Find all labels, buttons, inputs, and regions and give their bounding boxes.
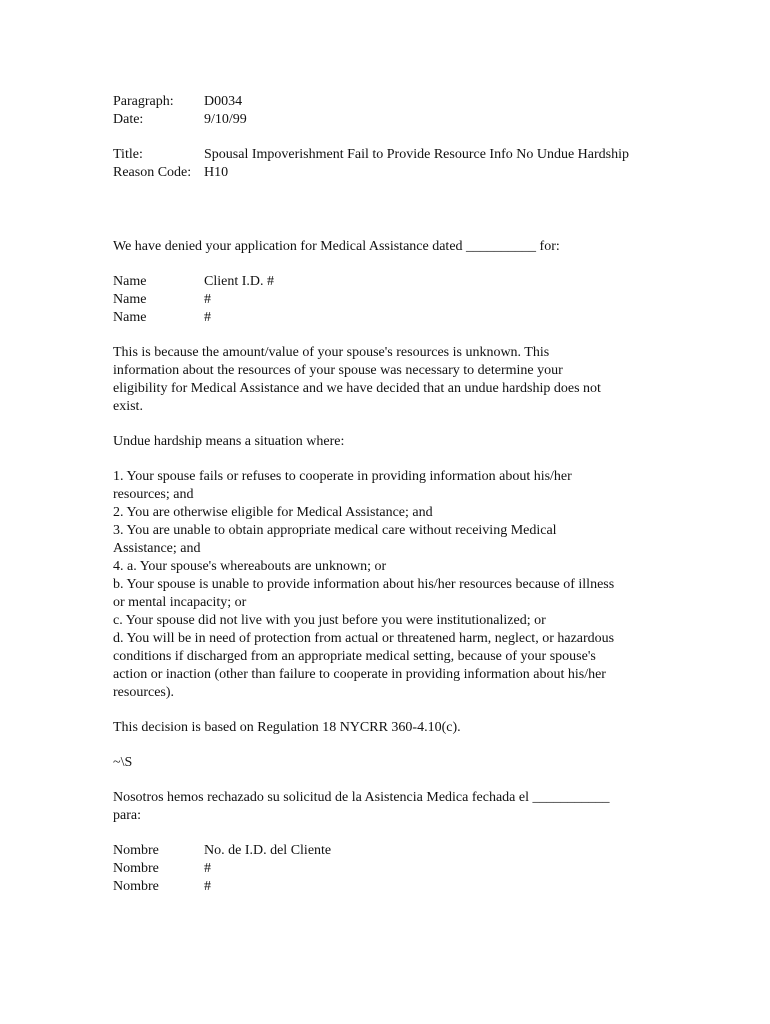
- denial-intro: We have denied your application for Medical Assistance dated __________ for:: [113, 239, 560, 254]
- hardship-conditions-list: [113, 468, 673, 702]
- reason-code-row: [113, 164, 673, 182]
- reason-line: exist.: [113, 399, 143, 414]
- spanish-recipient-id: No. de I.D. del Cliente: [204, 843, 332, 858]
- condition-line: 3. You are unable to obtain appropriate medical care without receiving Medical: [113, 523, 557, 538]
- spanish-intro-line: Nosotros hemos rechazado su solicitud de la Asistencia Medica fechada el ___________: [113, 790, 610, 805]
- title-row: [113, 146, 673, 164]
- spanish-recipient-name: Nombre: [113, 879, 159, 894]
- condition-line: resources; and: [113, 487, 194, 502]
- spanish-recipient-row: [113, 860, 673, 878]
- reason-line: information about the resources of your spouse was necessary to determine your: [113, 363, 563, 378]
- spanish-recipient-name: Nombre: [113, 861, 159, 876]
- date-value: 9/10/99: [204, 112, 247, 127]
- condition-line: 4. a. Your spouse's whereabouts are unknown; or: [113, 559, 387, 574]
- spanish-recipient-name: Nombre: [113, 843, 159, 858]
- recipient-row: [113, 309, 673, 327]
- recipient-name: Name: [113, 274, 147, 289]
- condition-line: b. Your spouse is unable to provide information about his/her resources because of illness: [113, 577, 615, 592]
- section-marker: ~\S: [113, 755, 133, 770]
- notice-document: [113, 93, 673, 896]
- condition-line: action or inaction (other than failure to cooperate in providing information about his/her: [113, 667, 606, 682]
- spanish-recipient-row: [113, 878, 673, 896]
- undue-hardship-intro: Undue hardship means a situation where:: [113, 434, 345, 449]
- recipient-name: Name: [113, 310, 147, 325]
- condition-line: c. Your spouse did not live with you just before you were institutionalized; or: [113, 613, 546, 628]
- reason-code-value: H10: [204, 165, 229, 180]
- condition-line: resources).: [113, 685, 175, 700]
- paragraph-label: Paragraph:: [113, 94, 174, 109]
- spanish-recipient-id: #: [204, 879, 211, 894]
- reason-line: eligibility for Medical Assistance and we have decided that an undue hardship does not: [113, 381, 601, 396]
- date-label: Date:: [113, 112, 144, 127]
- reason-paragraph: [113, 344, 673, 416]
- condition-line: 2. You are otherwise eligible for Medical Assistance; and: [113, 505, 433, 520]
- reason-code-label: Reason Code:: [113, 165, 192, 180]
- recipient-list: [113, 273, 673, 327]
- recipient-row: [113, 291, 673, 309]
- date-row: [113, 111, 673, 129]
- condition-line: Assistance; and: [113, 541, 201, 556]
- spanish-intro: [113, 789, 673, 825]
- paragraph-value: D0034: [204, 94, 243, 109]
- paragraph-row: [113, 93, 673, 111]
- condition-line: d. You will be in need of protection from actual or threatened harm, neglect, or hazardous: [113, 631, 615, 646]
- recipient-id: Client I.D. #: [204, 274, 274, 289]
- recipient-id: #: [204, 310, 211, 325]
- spanish-recipient-id: #: [204, 861, 211, 876]
- recipient-name: Name: [113, 292, 147, 307]
- regulation-statement: This decision is based on Regulation 18 NYCRR 360-4.10(c).: [113, 720, 461, 735]
- condition-line: conditions if discharged from an appropriate medical setting, because of your spouse's: [113, 649, 596, 664]
- recipient-id: #: [204, 292, 211, 307]
- recipient-row: [113, 273, 673, 291]
- spanish-recipient-row: [113, 842, 673, 860]
- title-label: Title:: [113, 147, 143, 162]
- title-value: Spousal Impoverishment Fail to Provide Resource Info No Undue Hardship: [204, 147, 629, 162]
- condition-line: 1. Your spouse fails or refuses to cooperate in providing information about his/her: [113, 469, 572, 484]
- reason-line: This is because the amount/value of your spouse's resources is unknown. This: [113, 345, 550, 360]
- spanish-intro-line: para:: [113, 808, 141, 823]
- spanish-recipient-list: [113, 842, 673, 896]
- condition-line: or mental incapacity; or: [113, 595, 247, 610]
